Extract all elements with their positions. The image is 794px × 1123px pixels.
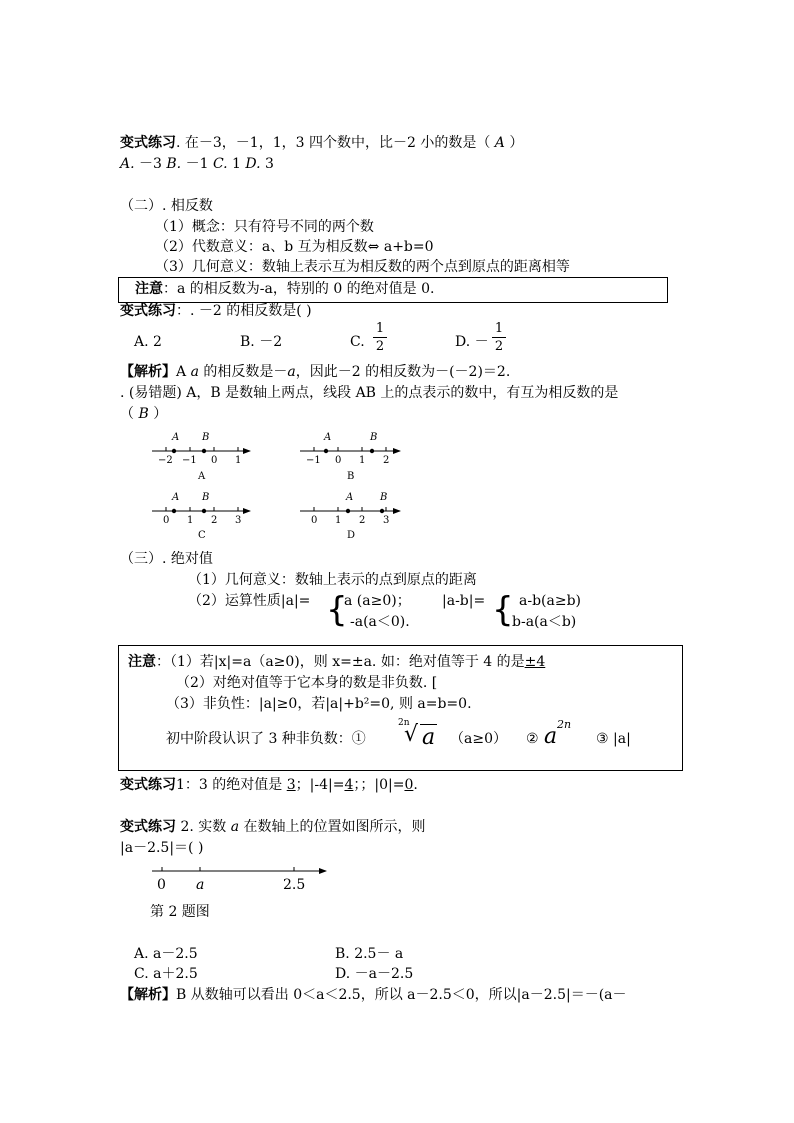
power-expression: [544, 718, 584, 752]
numerator: 1: [375, 321, 385, 336]
option-d: D. －: [455, 334, 489, 350]
paren-close: ）: [148, 406, 168, 422]
geometry-line: （3）几何意义：数轴上表示互为相反数的两个点到原点的距离相等: [155, 259, 570, 275]
option-d: D. －a－2.5: [335, 966, 414, 982]
point-b-label: B: [370, 432, 378, 443]
option-c: C. a＋2.5: [134, 966, 198, 982]
exercise-4: [120, 776, 418, 794]
option-b: B. 2.5－ a: [335, 946, 404, 962]
tick-label: 1: [187, 515, 194, 526]
axis-a: a: [196, 877, 205, 893]
exercise-5-expr: |a－2.5|＝( ): [120, 840, 204, 856]
solution-text: 的相反数是－: [198, 364, 288, 380]
tick-label: 2: [383, 455, 390, 466]
tick-label: 0: [211, 455, 218, 466]
figure-caption: B: [347, 471, 355, 482]
denominator: 2: [494, 339, 504, 354]
abs-difference: |a-b|=: [442, 593, 486, 609]
fraction-bar: [492, 337, 506, 338]
geometry-line: （1）几何意义：数轴上表示的点到原点的距离: [188, 572, 477, 588]
exercise-1-options: [120, 155, 274, 173]
root-condition: （a≥0）: [450, 731, 507, 747]
note-tag: 注意: [135, 281, 163, 297]
option-c: C.: [350, 334, 365, 350]
exercise-tag: 变式练习: [120, 819, 176, 835]
denominator: 2: [375, 339, 385, 354]
answer: 4: [344, 777, 354, 793]
exercise-tag: 变式练习: [120, 777, 176, 793]
exercise-text: ：. －2 的相反数是( ): [176, 303, 312, 319]
answer: A: [494, 135, 505, 151]
number-line-d: [300, 492, 400, 541]
point-a-label: A: [346, 492, 354, 503]
root-index: 2n: [398, 718, 410, 728]
answer: 0: [404, 777, 414, 793]
note-line-2: （2）对绝对值等于它本身的数是非负数. [: [176, 675, 438, 691]
option-text: －3: [134, 156, 167, 172]
note-line-3: （3）非负性：|a|≥0，若|a|+b²=0, 则 a=b=0.: [166, 696, 472, 712]
option-text: 3: [260, 156, 274, 172]
figure-caption: C: [198, 530, 206, 541]
option-label: C.: [212, 156, 228, 172]
tick-label: −1: [306, 455, 321, 466]
exercise-text: . 在－3，－1，1，3 四个数中，比－2 小的数是（: [176, 135, 495, 151]
solution-5: [120, 986, 627, 1004]
exercise-tag: 变式练习: [120, 303, 176, 319]
solution-text: A: [176, 364, 191, 380]
paren-open: （: [120, 406, 139, 422]
solution-text: ，因此－2 的相反数为－(－2)＝2.: [295, 364, 511, 380]
solution-tag: 【解析】: [120, 987, 176, 1003]
note-line-4: [166, 730, 366, 748]
tick-label: 0: [335, 455, 342, 466]
property-line: （2）运算性质|a|=: [188, 593, 311, 609]
tick-label: 1: [359, 455, 366, 466]
option-b: B. －2: [240, 334, 283, 350]
number-lines-figure: [150, 427, 450, 542]
circle-2: ②: [526, 731, 539, 747]
exercise-1: [120, 134, 523, 152]
point-a-label: A: [172, 432, 180, 443]
point-b-label: B: [380, 492, 388, 503]
radicand: a: [422, 725, 436, 750]
case-1b: -a(a＜0).: [350, 614, 410, 630]
note-line: [135, 280, 435, 298]
var-a: a: [230, 819, 240, 835]
note-line-1: [128, 653, 545, 671]
note-tag: 注意: [128, 654, 156, 670]
exercise-text: 2. 实数: [176, 819, 231, 835]
fraction-bar: [373, 337, 387, 338]
power-exponent: 2n: [557, 718, 572, 731]
concept-line: （1）概念：只有符号不同的两个数: [155, 219, 374, 235]
brace-left-2: {: [492, 590, 514, 630]
exercise-text: ；；|0|=: [353, 777, 405, 793]
numerator: 1: [494, 321, 504, 336]
solution-tag: 【解析】: [120, 364, 176, 380]
point-b-label: B: [202, 492, 210, 503]
tick-label: 0: [163, 515, 170, 526]
exercise-3: . (易错题) A，B 是数轴上两点，线段 AB 上的点表示的数中，有互为相反数的是: [120, 385, 619, 401]
exercise-5: [120, 818, 426, 836]
exercise-2: [120, 302, 312, 320]
note-text: 初中阶段认识了 3 种非负数：①: [166, 731, 366, 747]
point-b-label: B: [202, 432, 210, 443]
section-heading: （三）. 绝对值: [120, 551, 213, 567]
tick-label: 1: [235, 455, 242, 466]
number-line-c: [152, 492, 250, 541]
var-a: a: [190, 364, 199, 380]
number-line-a: [152, 432, 250, 482]
exercise-text: 1：3 的绝对值是: [176, 777, 287, 793]
root-expression: [398, 718, 446, 752]
fraction-d: [492, 321, 506, 354]
option-a: A. a－2.5: [134, 946, 198, 962]
tick-label: −2: [158, 455, 173, 466]
case-2a: a-b(a≥b): [519, 593, 582, 609]
section-heading: （二）. 相反数: [120, 198, 213, 214]
figure-caption: D: [347, 530, 356, 541]
exercise-text: .: [413, 777, 418, 793]
tick-label: 2: [359, 515, 366, 526]
number-line-b: [300, 432, 400, 482]
answer: B: [138, 406, 149, 422]
point-a-label: A: [324, 432, 332, 443]
underlined-answer: ±4: [524, 654, 546, 670]
note-text: ：a 的相反数为-a，特别的 0 的绝对值是 0.: [163, 281, 435, 297]
var-a: a: [287, 364, 296, 380]
exercise-3-answer: [120, 405, 167, 423]
power-base: a: [544, 724, 558, 749]
case-2b: b-a(a＜b): [512, 614, 577, 630]
tick-label: −1: [182, 455, 197, 466]
option-label: D.: [245, 156, 261, 172]
number-line-figure-2: [150, 860, 340, 894]
algebra-line: （2）代数意义：a、b 互为相反数⇔ a+b=0: [155, 239, 434, 255]
tick-label: 3: [383, 515, 390, 526]
option-label: B.: [166, 156, 182, 172]
solution-2: [120, 363, 510, 381]
circle-3: ③ |a|: [596, 731, 631, 747]
answer: 3: [286, 777, 296, 793]
fraction-c: [373, 321, 387, 354]
paren-close: ）: [504, 135, 524, 151]
case-1a: a (a≥0)；: [344, 593, 411, 609]
figure-caption: A: [198, 471, 206, 482]
axis-2-5: 2.5: [283, 877, 306, 893]
note-text: ：（1）若|x|=a（a≥0)，则 x=±a. 如：绝对值等于 4 的是: [156, 654, 525, 670]
exercise-tag: 变式练习: [120, 135, 176, 151]
exercise-text: ；|-4|=: [295, 777, 345, 793]
radical-sign: √: [404, 722, 419, 747]
option-text: －1: [181, 156, 213, 172]
axis-zero: 0: [157, 877, 166, 893]
exercise-text: 在数轴上的位置如图所示，则: [239, 819, 426, 835]
option-text: 1: [227, 156, 246, 172]
tick-label: 0: [311, 515, 318, 526]
option-label: A.: [120, 156, 135, 172]
point-a-label: A: [172, 492, 180, 503]
solution-text: B 从数轴可以看出 0＜a＜2.5，所以 a－2.5＜0，所以|a－2.5|＝－(a－: [176, 987, 627, 1003]
brace-left-1: {: [326, 590, 348, 630]
option-a: A. 2: [134, 334, 162, 350]
figure-caption: 第 2 题图: [150, 904, 210, 920]
tick-label: 3: [235, 515, 242, 526]
tick-label: 1: [335, 515, 342, 526]
tick-label: 2: [211, 515, 218, 526]
